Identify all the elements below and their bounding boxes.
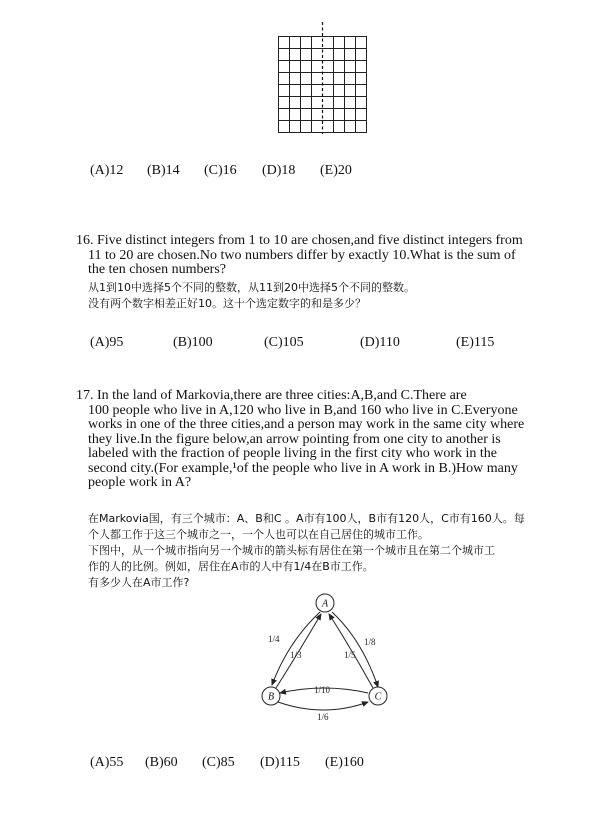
q17-text-en — [76, 389, 524, 491]
q16-choice-c: (C)105 — [264, 335, 304, 350]
edge-a-b — [272, 612, 320, 685]
q15-choice-c: (C)16 — [204, 163, 237, 178]
q17-choice-d: (D)115 — [260, 755, 300, 770]
markov-diagram — [258, 590, 398, 724]
q16-line-2: 11 to 20 are chosen.No two numbers differ by exactly 10.What is the sum of — [88, 247, 516, 263]
node-c-label: C — [374, 691, 382, 703]
q17-text-zh — [88, 511, 525, 591]
q17-line-3: works in one of the three cities,and a person may work in the same city where — [88, 417, 525, 432]
q17-line-2: 100 people who live in A,120 who live in B,and 160 who live in C.Everyone — [88, 402, 518, 418]
q17-line-5: labeled with the fraction of people living in the first city who work in the — [88, 446, 498, 461]
q17-zh-line-3: 下图中，从一个城市指向另一个城市的箭头标有居住在第一个城市且在第二个城市工 — [88, 544, 495, 557]
q16-text-zh — [88, 280, 415, 312]
q15-choice-e: (E)20 — [320, 163, 352, 178]
label-b-a: 1/3 — [290, 650, 302, 660]
label-b-c: 1/6 — [317, 712, 329, 722]
q16-choice-a: (A)95 — [90, 335, 124, 350]
q17-zh-line-4: 作的人的比例。例如，居住在A市的人中有1/4在B市工作。 — [88, 560, 374, 573]
grid-figure — [276, 22, 372, 134]
q17-choice-a: (A)55 — [90, 755, 124, 770]
q17-line-1: 17. In the land of Markovia,there are three cities:A,B,and C.There are — [76, 388, 467, 403]
q15-choice-d: (D)18 — [262, 163, 296, 178]
q16-zh-line-2: 没有两个数字相差正好10。这十个选定数字的和是多少？ — [88, 297, 366, 310]
node-a — [316, 594, 334, 612]
node-c — [369, 687, 387, 705]
q15-choices — [90, 163, 390, 181]
node-a-label: A — [321, 598, 329, 610]
q16-zh-line-1: 从1到10中选择5个不同的整数，从11到20中选择5个不同的整数。 — [88, 281, 415, 294]
node-b-label: B — [267, 691, 275, 703]
q16-choices — [90, 335, 510, 353]
edge-b-c — [278, 702, 368, 710]
q17-zh-line-1: 在Markovia国，有三个城市：A、B和C 。A市有100人，B市有120人，C市有160人。每 — [88, 512, 525, 525]
q15-choice-b: (B)14 — [147, 163, 180, 178]
q17-choice-e: (E)160 — [325, 755, 364, 770]
q15-choice-a: (A)12 — [90, 163, 124, 178]
q17-line-7: people work in A? — [88, 475, 192, 490]
label-c-b: 1/10 — [314, 685, 331, 695]
label-a-b: 1/4 — [268, 634, 280, 644]
q17-zh-line-2: 个人都工作于这三个城市之一，一个人也可以在自己居住的城市工作。 — [88, 528, 429, 541]
node-b — [262, 687, 280, 705]
q17-line-4: they live.In the figure below,an arrow pointing from one city to another is — [88, 431, 501, 447]
q17-zh-line-5: 有多少人在A市工作? — [88, 576, 190, 589]
q16-text-en — [76, 234, 523, 278]
label-c-a: 1/5 — [344, 650, 356, 660]
label-a-c: 1/8 — [364, 637, 376, 647]
q17-choice-c: (C)85 — [202, 755, 235, 770]
q16-choice-b: (B)100 — [173, 335, 213, 350]
q16-line-1: 16. Five distinct integers from 1 to 10 are chosen,and five distinct integers from — [76, 233, 523, 248]
q17-choice-b: (B)60 — [145, 755, 178, 770]
q17-choices — [90, 755, 390, 773]
q16-choice-d: (D)110 — [360, 335, 400, 350]
q16-choice-e: (E)115 — [456, 335, 495, 350]
q16-line-3: the ten chosen numbers? — [88, 262, 227, 277]
q17-line-6: second city.(For example,¹of the people who live in A work in B.)How many — [88, 460, 518, 476]
